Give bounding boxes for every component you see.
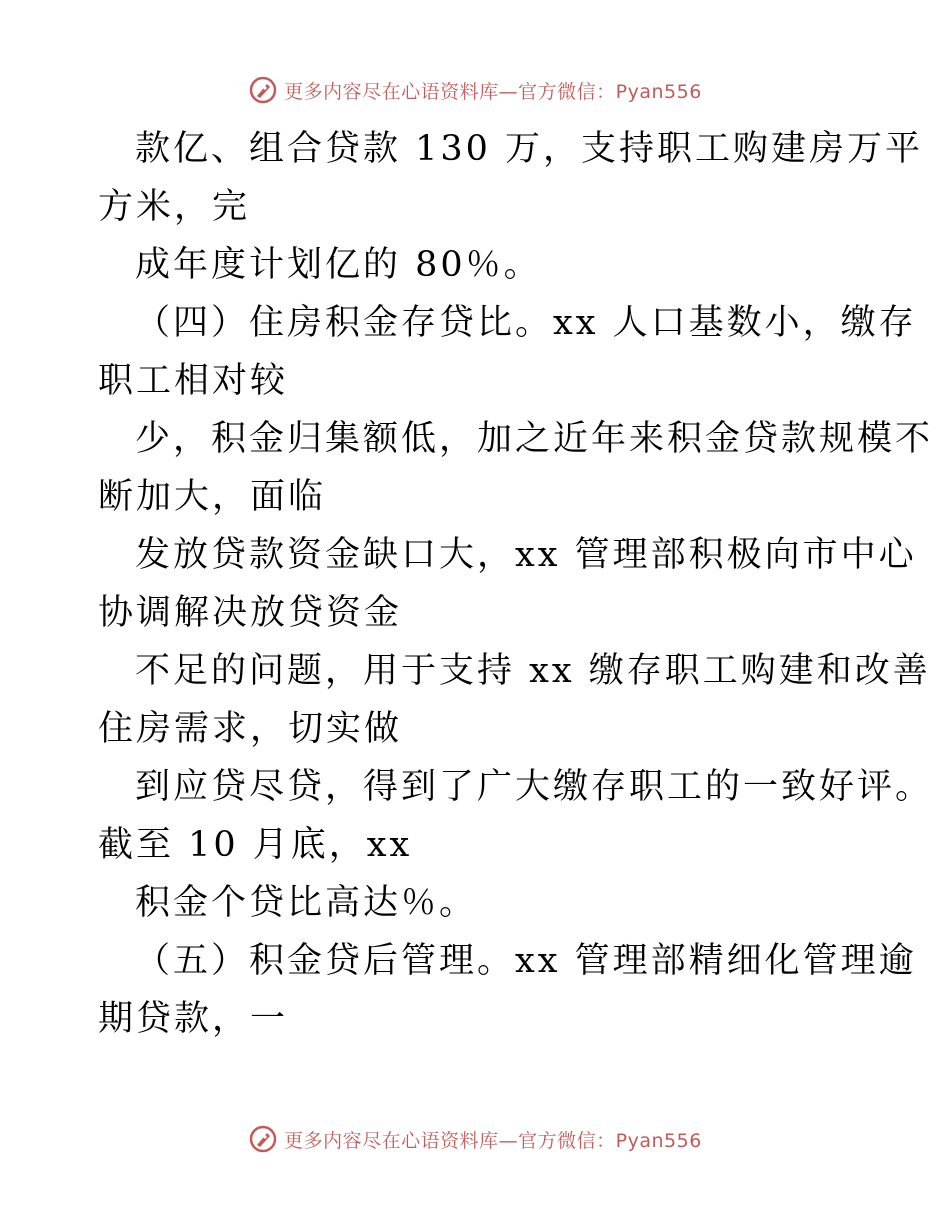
body-line: 期贷款，一 — [98, 999, 289, 1039]
footer-banner — [0, 1121, 950, 1157]
body-line: 协调解决放贷资金 — [98, 593, 403, 633]
body-line: 发放贷款资金缺口大，xx 管理部积极向市中心 — [135, 535, 917, 575]
body-line: 断加大，面临 — [98, 477, 327, 517]
footer-banner-text: 更多内容尽在心语资料库—官方微信：Pyan556 — [284, 1129, 702, 1152]
header-banner-text: 更多内容尽在心语资料库—官方微信：Pyan556 — [284, 80, 702, 103]
pen-nib-logo-icon — [248, 1124, 278, 1154]
body-line: （五）积金贷后管理。xx 管理部精细化管理逾 — [135, 941, 917, 981]
body-line: （四）住房积金存贷比。xx 人口基数小，缴存 — [135, 303, 917, 343]
body-line: 不足的问题，用于支持 xx 缴存职工购建和改善 — [135, 651, 931, 691]
body-line: 方米，完 — [98, 187, 251, 227]
body-line: 成年度计划亿的 80％。 — [135, 245, 542, 285]
body-line: 少，积金归集额低，加之近年来积金贷款规模不 — [135, 419, 934, 459]
pen-nib-logo-icon — [248, 75, 278, 105]
body-line: 职工相对较 — [98, 361, 289, 401]
header-banner — [0, 72, 950, 108]
document-body — [98, 120, 934, 1048]
body-line: 住房需求，切实做 — [98, 709, 403, 749]
body-line: 积金个贷比高达％。 — [135, 883, 478, 923]
body-line: 款亿、组合贷款 130 万，支持职工购建房万平 — [135, 129, 924, 169]
body-line: 到应贷尽贷，得到了广大缴存职工的一致好评。 — [135, 767, 934, 807]
body-line: 截至 10 月底，xx — [98, 825, 413, 865]
